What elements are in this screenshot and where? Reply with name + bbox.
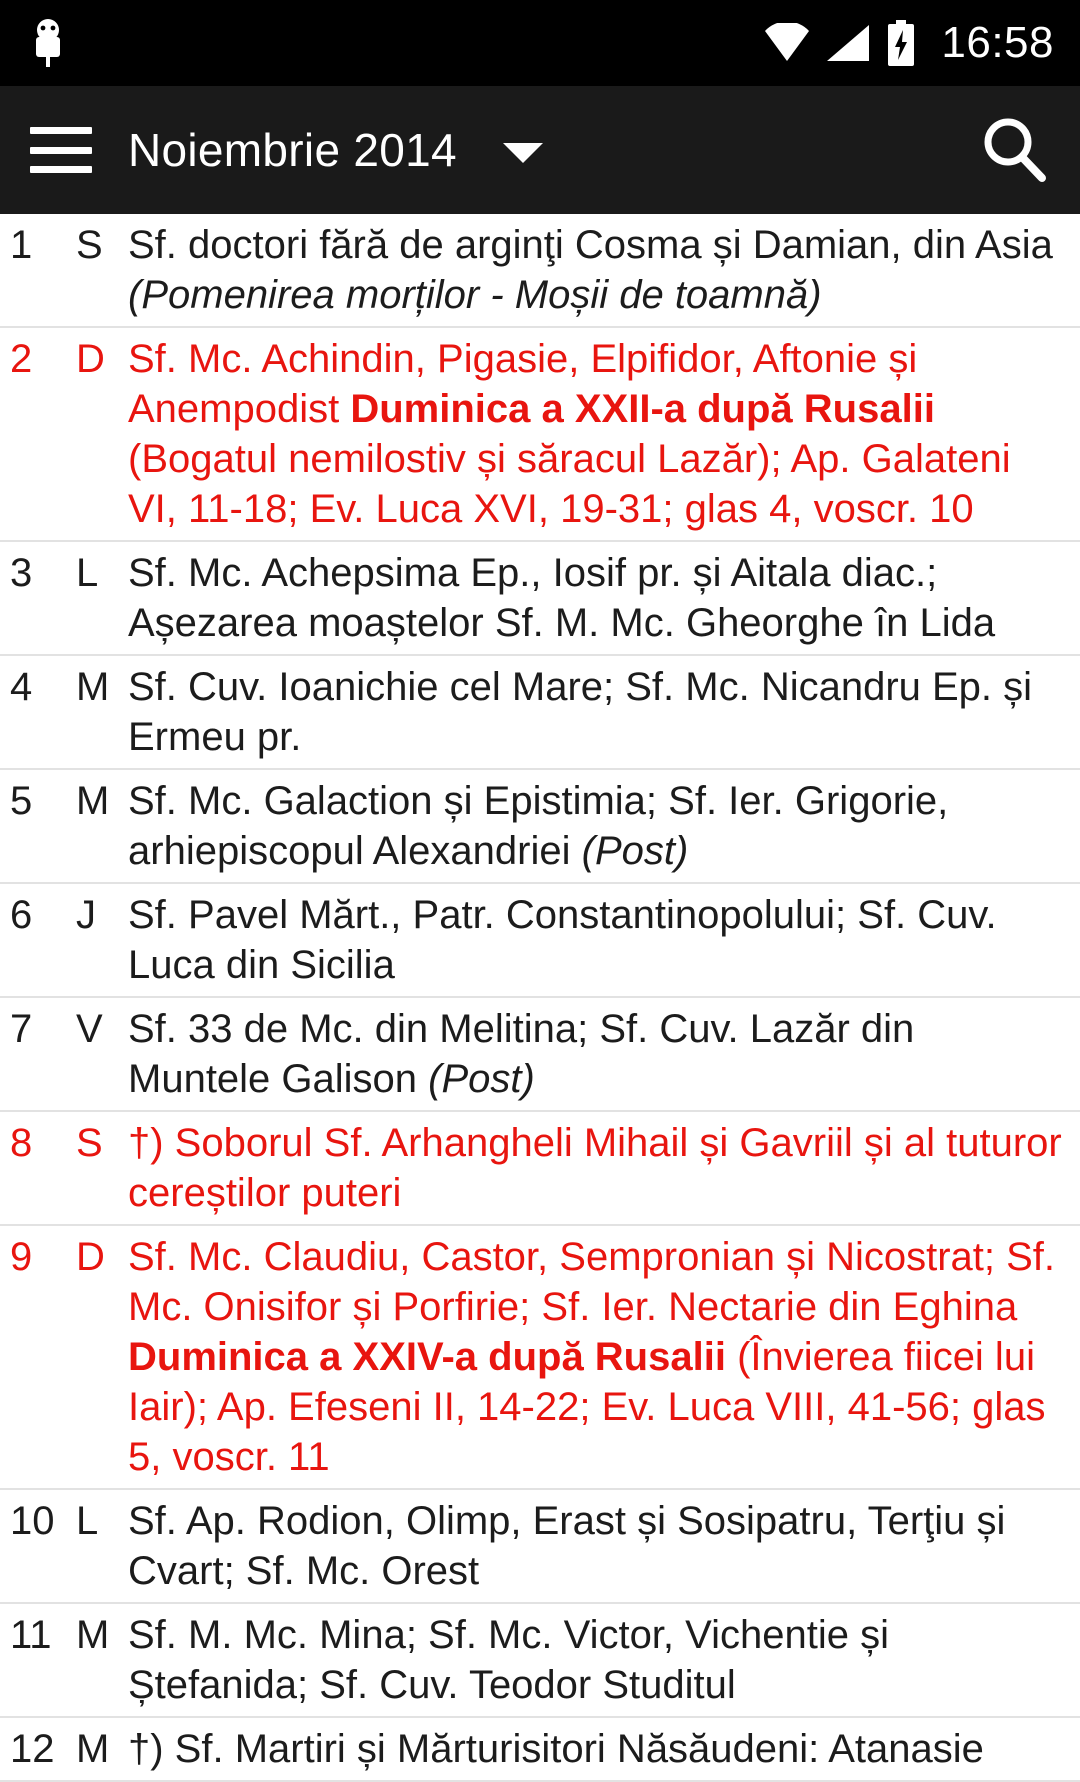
status-bar — [0, 0, 1080, 86]
day-row[interactable] — [0, 1604, 1080, 1718]
day-weekday-letter: M — [76, 1613, 110, 1657]
day-description-part: †) Sf. Martiri și Mărturisitori Năsăudeni: Atanasie — [128, 1727, 984, 1771]
day-description-part: (Post) — [428, 1057, 535, 1101]
day-description-part: (Pomenirea morților - Moșii de toamnă) — [128, 273, 822, 317]
day-row[interactable] — [0, 1490, 1080, 1604]
day-description — [128, 546, 1066, 648]
day-weekday-letter: D — [76, 337, 105, 381]
day-description — [128, 218, 1066, 320]
day-row[interactable] — [0, 884, 1080, 998]
day-description-part: Sf. Mc. Achindin, Pigasie, Elpifidor, Aftonie și Anempodist — [128, 337, 918, 431]
day-description-part: (Post) — [581, 829, 689, 873]
day-weekday-letter: D — [76, 1235, 105, 1279]
signal-icon — [825, 23, 871, 63]
day-row[interactable] — [0, 770, 1080, 884]
day-number: 6 — [10, 893, 33, 937]
day-description-part: Sf. M. Mc. Mina; Sf. Mc. Victor, Vichentie și Ștefanida; Sf. Cuv. Teodor Studitul — [128, 1613, 889, 1707]
calendar-day-list[interactable] — [0, 214, 1080, 1782]
day-weekday-letter: V — [76, 1007, 103, 1051]
day-description-part: Duminica a XXIV-a după Rusalii — [128, 1335, 738, 1379]
day-number: 1 — [10, 223, 33, 267]
status-right-icons — [763, 18, 1054, 68]
day-number: 11 — [10, 1613, 52, 1657]
day-description-part: Sf. Mc. Galaction și Epistimia; Sf. Ier. Grigorie, arhiepiscopul Alexandriei — [128, 779, 949, 873]
day-row[interactable] — [0, 998, 1080, 1112]
day-description-part: Sf. Cuv. Ioanichie cel Mare; Sf. Mc. Nicandru Ep. și Ermeu pr. — [128, 665, 1033, 759]
day-number: 4 — [10, 665, 33, 709]
day-description — [128, 888, 1066, 990]
day-row[interactable] — [0, 1718, 1080, 1782]
day-row[interactable] — [0, 1112, 1080, 1226]
day-weekday-letter: S — [76, 1121, 103, 1165]
day-number: 5 — [10, 779, 33, 823]
day-number: 3 — [10, 551, 33, 595]
day-weekday-letter: J — [76, 893, 96, 937]
day-description — [128, 332, 1066, 534]
day-description-part: Duminica a XXII-a după Rusalii — [350, 387, 935, 431]
day-row[interactable] — [0, 656, 1080, 770]
day-number: 2 — [10, 337, 33, 381]
android-robot-icon — [26, 17, 70, 69]
page-title: Noiembrie 2014 — [128, 124, 457, 176]
status-clock: 16:58 — [941, 18, 1054, 67]
day-weekday-letter: M — [76, 779, 110, 823]
day-number: 10 — [10, 1499, 55, 1543]
day-description — [128, 1722, 1066, 1774]
status-left-icons — [26, 17, 70, 69]
day-description-part: Sf. Ap. Rodion, Olimp, Erast și Sosipatru, Terţiu și Cvart; Sf. Mc. Orest — [128, 1499, 1006, 1593]
day-description-part: Sf. Mc. Claudiu, Castor, Sempronian și Nicostrat; Sf. Mc. Onisifor și Porfirie; Sf. Ier. Nectarie din Eghina — [128, 1235, 1056, 1329]
day-description — [128, 1116, 1066, 1218]
day-description-part: Sf. Mc. Achepsima Ep., Iosif pr. și Aitala diac.; Așezarea moaștelor Sf. M. Mc. Gheorghe în Lida — [128, 551, 996, 645]
day-number: 7 — [10, 1007, 33, 1051]
day-description — [128, 1608, 1066, 1710]
action-bar — [0, 86, 1080, 214]
search-icon[interactable] — [978, 114, 1050, 186]
day-description — [128, 774, 1066, 876]
day-weekday-letter: M — [76, 1727, 110, 1771]
caret-down-icon[interactable] — [503, 143, 543, 163]
day-number: 12 — [10, 1727, 55, 1771]
day-row[interactable] — [0, 328, 1080, 542]
day-description — [128, 1494, 1066, 1596]
day-description — [128, 660, 1066, 762]
day-weekday-letter: S — [76, 223, 103, 267]
day-weekday-letter: M — [76, 665, 110, 709]
day-description — [128, 1230, 1066, 1482]
wifi-icon — [763, 23, 811, 63]
day-number: 8 — [10, 1121, 33, 1165]
day-row[interactable] — [0, 214, 1080, 328]
day-description-part: (Bogatul nemilostiv și săracul Lazăr); Ap. Galateni VI, 11-18; Ev. Luca XVI, 19-31; glas 4, voscr. 10 — [128, 437, 1011, 531]
day-description-part: Sf. Pavel Mărt., Patr. Constantinopolului; Sf. Cuv. Luca din Sicilia — [128, 893, 997, 987]
day-description-part: Sf. doctori fără de arginţi Cosma și Damian, din Asia — [128, 223, 1053, 267]
hamburger-menu-icon[interactable] — [30, 127, 92, 173]
day-weekday-letter: L — [76, 551, 99, 595]
day-description-part: Sf. 33 de Mc. din Melitina; Sf. Cuv. Lazăr din Muntele Galison — [128, 1007, 915, 1101]
battery-charging-icon — [885, 20, 917, 66]
day-weekday-letter: L — [76, 1499, 99, 1543]
day-description-part: (Învierea fiicei lui Iair); Ap. Efeseni II, 14-22; Ev. Luca VIII, 41-56; glas 5, voscr. 11 — [128, 1335, 1046, 1479]
day-description-part: †) Soborul Sf. Arhangheli Mihail și Gavriil și al tuturor cereștilor puteri — [128, 1121, 1062, 1215]
day-number: 9 — [10, 1235, 33, 1279]
day-row[interactable] — [0, 1226, 1080, 1490]
day-description — [128, 1002, 1066, 1104]
day-row[interactable] — [0, 542, 1080, 656]
